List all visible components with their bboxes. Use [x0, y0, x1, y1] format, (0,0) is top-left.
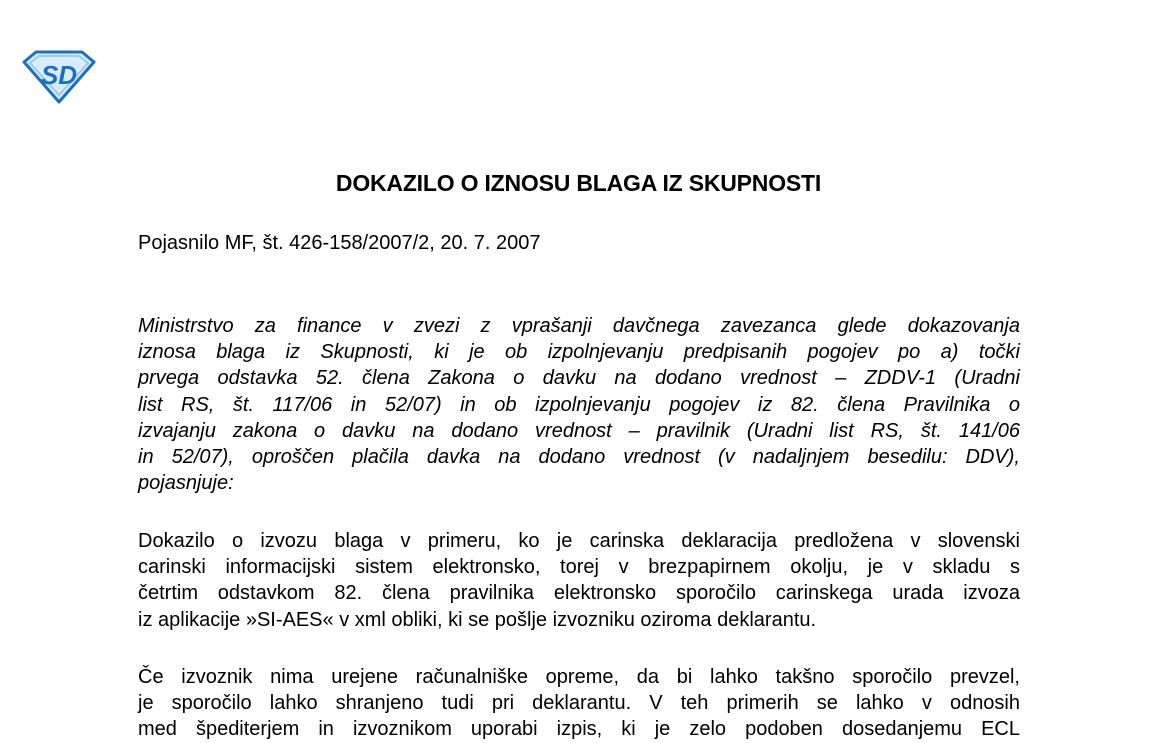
paragraph-line: Ministrstvo za finance v zvezi z vprašanji davčnega zavezanca glede dokazovanja [138, 315, 1020, 337]
paragraph-exporter-equipment [138, 664, 1020, 743]
paragraph-line: list RS, št. 117/06 in 52/07) in ob izpolnjevanju pogojev iz 82. člena Pravilnika o [138, 393, 1020, 416]
paragraph-line: četrtim odstavkom 82. člena pravilnika elektronsko sporočilo carinskega urada izvoza [138, 582, 1020, 605]
paragraph-export-proof [138, 528, 1020, 633]
paragraph-line: izvajanju zakona o davku na dodano vrednost – pravilnik (Uradni list RS, št. 141/06 [138, 419, 1020, 442]
paragraph-line: Dokazilo o izvozu blaga v primeru, ko je carinska deklaracija predložena v slovenski [138, 530, 1020, 552]
paragraph-line: prvega odstavka 52. člena Zakona o davku na dodano vrednost – ZDDV-1 (Uradni [138, 367, 1020, 390]
company-logo [22, 50, 96, 104]
document-title: DOKAZILO O IZNOSU BLAGA IZ SKUPNOSTI [335, 170, 822, 196]
paragraph-line: Če izvoznik nima urejene računalniške opreme, da bi lahko takšno sporočilo prevzel, [138, 666, 1020, 688]
paragraph-line: iznosa blaga iz Skupnosti, ki je ob izpolnjevanju predpisanih pogojev po a) točki [138, 341, 1020, 364]
paragraph-line: carinski informacijski sistem elektronsko, torej v brezpapirnem okolju, je v skladu s [138, 556, 1020, 579]
svg-text:SD: SD [40, 60, 78, 90]
paragraph-intro [138, 313, 1020, 496]
paragraph-line: pojasnjuje: [138, 472, 234, 495]
paragraph-line: med špediterjem in izvoznikom uporabi izpis, ki je zelo podoben dosedanjemu ECL [138, 718, 1020, 741]
paragraph-line: je sporočilo lahko shranjeno tudi pri deklarantu. V teh primerih se lahko v odnosih [138, 692, 1020, 715]
paragraph-line: iz aplikacije »SI-AES« v xml obliki, ki se pošlje izvozniku oziroma deklarantu. [138, 608, 817, 631]
paragraph-line: in 52/07), oproščen plačila davka na dodano vrednost (v nadaljnjem besedilu: DDV), [138, 445, 1020, 468]
reference-line: Pojasnilo MF, št. 426-158/2007/2, 20. 7. 2007 [138, 232, 541, 254]
